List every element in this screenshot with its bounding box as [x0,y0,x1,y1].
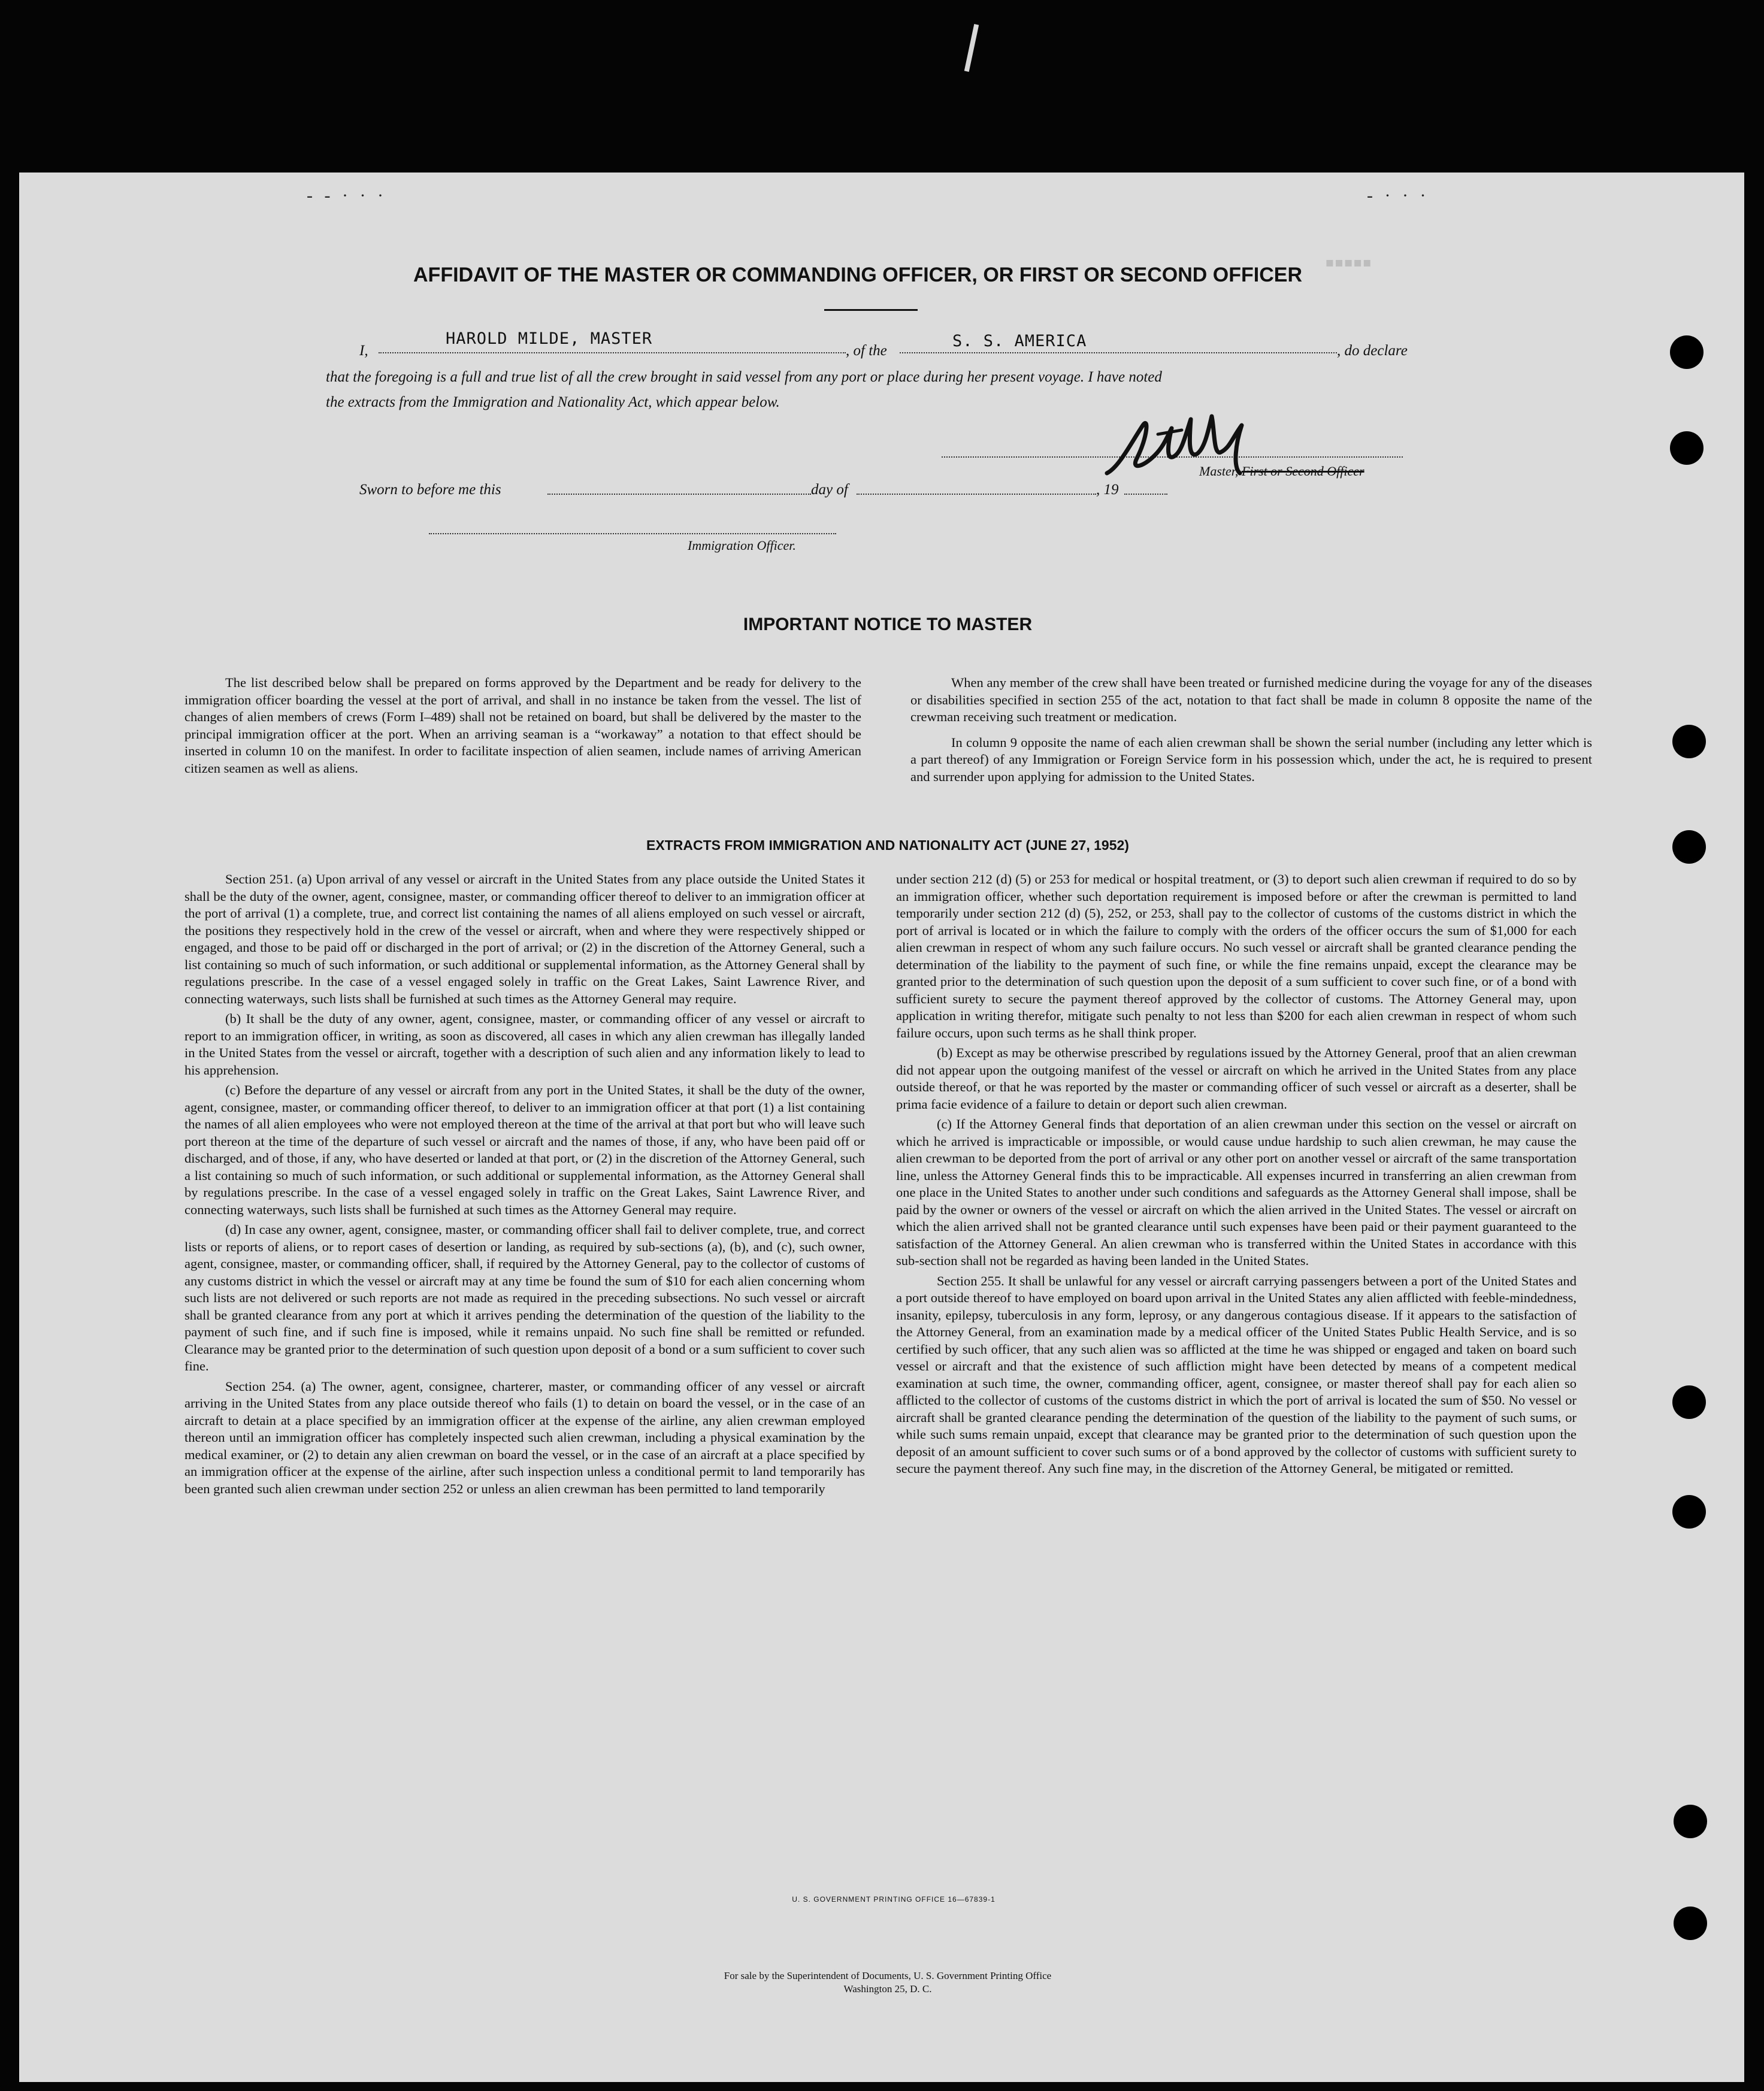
section-255: Section 255. It shall be unlawful for any vessel or aircraft carrying passengers between a port of the United States and a port outside thereof to have employed on board upon arrival in the United States any alien afflicted with feeble-mindedness, insanity, epilepsy, tuberculosis in any form, leprosy, or any dangerous contagious disease. If it appears to the satisfaction of the Attorney General, from an examination made by a medical officer of the United States Public Health Service, and is so certified by such officer, that any such alien was so afflicted at the time he was shipped or engaged and taken on board such vessel or aircraft and that the existence of such affliction might have been detected by means of a competent medical examination at such time, the owner, commanding officer, agent, consignee, or master thereof shall pay for each alien so afflicted to the collector of customs of the customs district in which the port of arrival is located the sum of $50. No vessel or aircraft shall be granted clearance pending the determination of the question of the liability to the payment of such sums, or while such sums remain unpaid, except that clearance may be granted prior to the determination of such question upon the deposit of an amount sufficient to cover such sums or of a bond approved by the collector of customs with sufficient surety to secure the payment thereof. Any such fine may, in the discretion of the Attorney General, be mitigated or remitted. [896,1273,1577,1476]
declaration-line-1: that the foregoing is a full and true list of all the crew brought in said vessel from any port or place during her present voyage. I have noted [326,369,1162,385]
sworn-month-line [857,494,1096,495]
master-name-field: HAROLD MILDE, MASTER [446,329,653,348]
section-251-d: (d) In case any owner, agent, consignee, master, or commanding officer shall fail to deliver complete, true, and correct lists or reports of aliens, or to report cases of desertion or landing, as required by sub-sections (a), (b), and (c), such owner, agent, consignee, master, or commanding officer, shall, if required by the Attorney General, pay to the collector of customs of any customs district in which the vessel or aircraft may at any time be found the sum of $10 for each alien concerning whom such lists are not delivered or such reports are not made as required in the preceding subsections. No such vessel or aircraft shall be granted clearance from any port at which it arrives pending the determination of the question of the liability to the payment of such fine, and if such fine is imposed, while it remains unpaid. No such fine shall be remitted or refunded. Clearance may be granted prior to the determination of such question upon deposit of a bond or a sum sufficient to cover such fine. [184,1222,865,1373]
do-declare-label: , do declare [1337,343,1408,359]
section-251-b: (b) It shall be the duty of any owner, agent, consignee, master, or commanding officer of any vessel or aircraft to report to an immigration officer, in writing, as soon as discovered, all cases in which any alien crewman has illegally landed in the United States from the vessel or aircraft, together with a description of such alien and any information likely to lead to his apprehension. [184,1011,865,1078]
day-of-label: day of [811,482,848,498]
vessel-name-field: S. S. AMERICA [952,332,1087,350]
signature-title-struck: First or Second Officer [1241,464,1364,479]
extracts-left-column [184,871,865,1500]
section-254-a-continued: under section 212 (d) (5) or 253 for medical or hospital treatment, or (3) to deport such alien crewman if required to do so by an immigration officer, whether such deportation requirement is imposed before or after the crewman is permitted to land temporarily under section 212 (d) (5), 252, or 253, shall pay to the collector of customs of the customs district in which the port of arrival is located or in which the failure to comply with the orders of the officer occurs the sum of $1,000 for each alien crewman in respect of whom any such failure occurs. No such vessel or aircraft shall be granted clearance pending the determination of the liability to the payment of such fine, or while the fine remains unpaid, except the clearance may be granted prior to the determination of such question upon the deposit of a sum sufficient to cover such fine, or of a bond with sufficient surety to secure the payment thereof approved by the collector of customs. The Attorney General may, upon application in writing therefor, mitigate such penalty to not less than $200 for each alien crewman in respect of whom such failure occurs, upon such terms as he shall think proper. [896,871,1577,1040]
affidavit-title: AFFIDAVIT OF THE MASTER OR COMMANDING OFFICER, OR FIRST OR SECOND OFFICER [413,264,1302,286]
page-top-marks-left: - - · · · [307,186,387,205]
extracts-title: EXTRACTS FROM IMMIGRATION AND NATIONALITY ACT (JUNE 27, 1952) [646,837,1129,853]
master-name-line [379,352,846,353]
binder-hole [1674,1805,1707,1838]
document-page [19,173,1744,2082]
section-254-c: (c) If the Attorney General finds that deportation of an alien crewman under this section on the vessel or aircraft on which he arrived is impracticable or impossible, or would cause undue hardship to such alien crewman, he may cause the alien crewman to be deported from the port of arrival or any other port on another vessel or aircraft of the same transportation line, unless the Attorney General finds this to be impracticable. All expenses incurred in transferring an alien crewman from one place in the United States to another under such conditions and safeguards as the Attorney General shall impose, shall be paid by the owner or owners of the vessel or aircraft on which the alien arrived in the United States. The vessel or aircraft on which the alien arrived shall not be granted clearance until such expenses have been paid or their payment guaranteed to the satisfaction of the Attorney General. An alien crewman who is transferred within the United States in accordance with this sub-section shall not be regarded as having been landed in the United States. [896,1116,1577,1268]
section-254-a: Section 254. (a) The owner, agent, consignee, charterer, master, or commanding officer of any vessel or aircraft arriving in the United States from any place outside thereof who fails (1) to detain on board the vessel, or in the case of an aircraft to detain at a place specified by an immigration officer at the expense of the airline, any alien crewman employed thereon until an immigration officer has completely inspected such alien crewman, including a physical examination by the medical examiner, or (2) to detain any alien crewman on board the vessel, or in the case of an aircraft at a place specified by an immigration officer at the expense of the airline, after such inspection unless a conditional permit to land temporarily has been granted such alien crewman under section 252 or unless an alien crewman has been permitted to land temporarily [184,1378,865,1496]
section-251-c: (c) Before the departure of any vessel or aircraft from any port in the United States, it shall be the duty of the owner, agent, consignee, master, or commanding officer thereof, to deliver to an immigration officer at that port (1) a list containing the names of all alien employees who were not employed thereon at the time of the arrival at that port but who will leave such port thereon at the time of the departure of such vessel or aircraft and the names of those, if any, who have been paid off or discharged, and of those, if any, who have deserted or landed at that port, or (2) in the discretion of the Attorney General, such a list containing so much of such information, or such additional or supplemental information, as the Attorney General shall by regulations prescribe. In the case of a vessel engaged solely in traffic on the Great Lakes, Saint Lawrence River, and connecting waterways, such lists shall be furnished at such times as the Attorney General may require. [184,1082,865,1217]
binder-hole [1672,725,1706,758]
sworn-year-line [1124,494,1167,495]
declaration-line-2: the extracts from the Immigration and Nationality Act, which appear below. [326,394,780,410]
notice-left-paragraph: The list described below shall be prepared on forms approved by the Department and be ready for delivery to the immigration officer boarding the vessel at the port of arrival, and shall in no instance be taken from the vessel. The list of changes of alien members of crews (Form I–489) shall not be retained on board, but shall be delivered by the master to the principal immigration officer at the port. When an arriving seaman is a “workaway” a notation to that effect should be inserted in column 10 on the manifest. In order to facilitate inspection of alien seamen, include names of arriving American citizen seamen as well as aliens. [184,675,861,776]
sworn-before-label: Sworn to before me this [359,482,501,498]
bleed-through-text: ▪▪▪▪▪ [1325,248,1372,277]
for-sale-line-2: Washington 25, D. C. [843,1983,932,1995]
year-prefix-label: , 19 [1096,482,1119,498]
notice-right-paragraph-2: In column 9 opposite the name of each alien crewman shall be shown the serial number (including any letter which is a part thereof) of any Immigration or Foreign Service form in his possession which, under the act, he is required to present and surrender upon applying for admission to the United States. [910,734,1592,784]
title-rule [824,309,918,311]
binder-hole [1672,830,1706,864]
signature-title-master: Master, [1199,464,1239,479]
immigration-officer-line [429,533,836,534]
of-the-label: , of the [846,343,887,359]
section-251-a: Section 251. (a) Upon arrival of any vessel or aircraft in the United States from any place outside the United States it shall be the duty of the owner, agent, consignee, master, or commanding officer thereof to deliver to an immigration officer at the port of arrival (1) a complete, true, and correct list containing the names of all aliens employed on such vessel or aircraft, the positions they respectively hold in the crew of the vessel or aircraft, when and where they were respectively shipped or engaged, and those to be paid off or discharged in the port of arrival; or (2) in the discretion of the Attorney General, such a list containing so much of such information, or such additional or supplemental information, as the Attorney General shall by regulations prescribe. In the case of a vessel engaged solely in traffic on the Great Lakes, Saint Lawrence River, and connecting waterways, such lists shall be furnished at such times as the Attorney General may require. [184,871,865,1006]
declarant-pronoun: I, [359,343,368,359]
notice-left-column [184,674,861,780]
binder-hole [1672,1495,1706,1529]
immigration-officer-label: Immigration Officer. [688,538,796,553]
for-sale-notice [558,1969,1217,1996]
scan-mark [964,24,979,72]
page-top-marks-right: - · · · [1367,186,1430,205]
section-254-b: (b) Except as may be otherwise prescribed by regulations issued by the Attorney General, proof that an alien crewman did not appear upon the outgoing manifest of the vessel or aircraft on which he arrived in the United States from any place outside thereof, or that he was reported by the master or commanding officer of such vessel or aircraft as a deserter, shall be prima facie evidence of a failure to detain or deport such alien crewman. [896,1045,1577,1112]
binder-hole [1670,335,1704,369]
for-sale-line-1: For sale by the Superintendent of Documents, U. S. Government Printing Office [724,1970,1052,1981]
binder-hole [1672,1385,1706,1419]
gpo-imprint: U. S. GOVERNMENT PRINTING OFFICE 16—67839-1 [792,1895,996,1904]
notice-title: IMPORTANT NOTICE TO MASTER [743,615,1033,634]
sworn-day-line [547,494,811,495]
notice-right-paragraph-1: When any member of the crew shall have been treated or furnished medicine during the voyage for any of the diseases or disabilities specified in section 255 of the act, notation to that fact shall be made in column 8 opposite the name of the crewman receiving such treatment or medication. [910,675,1592,724]
signature-title [1199,464,1364,479]
notice-right-column [910,674,1592,788]
binder-hole [1674,1907,1707,1940]
extracts-right-column [896,871,1577,1481]
vessel-name-line [900,352,1337,353]
binder-hole [1670,431,1704,465]
